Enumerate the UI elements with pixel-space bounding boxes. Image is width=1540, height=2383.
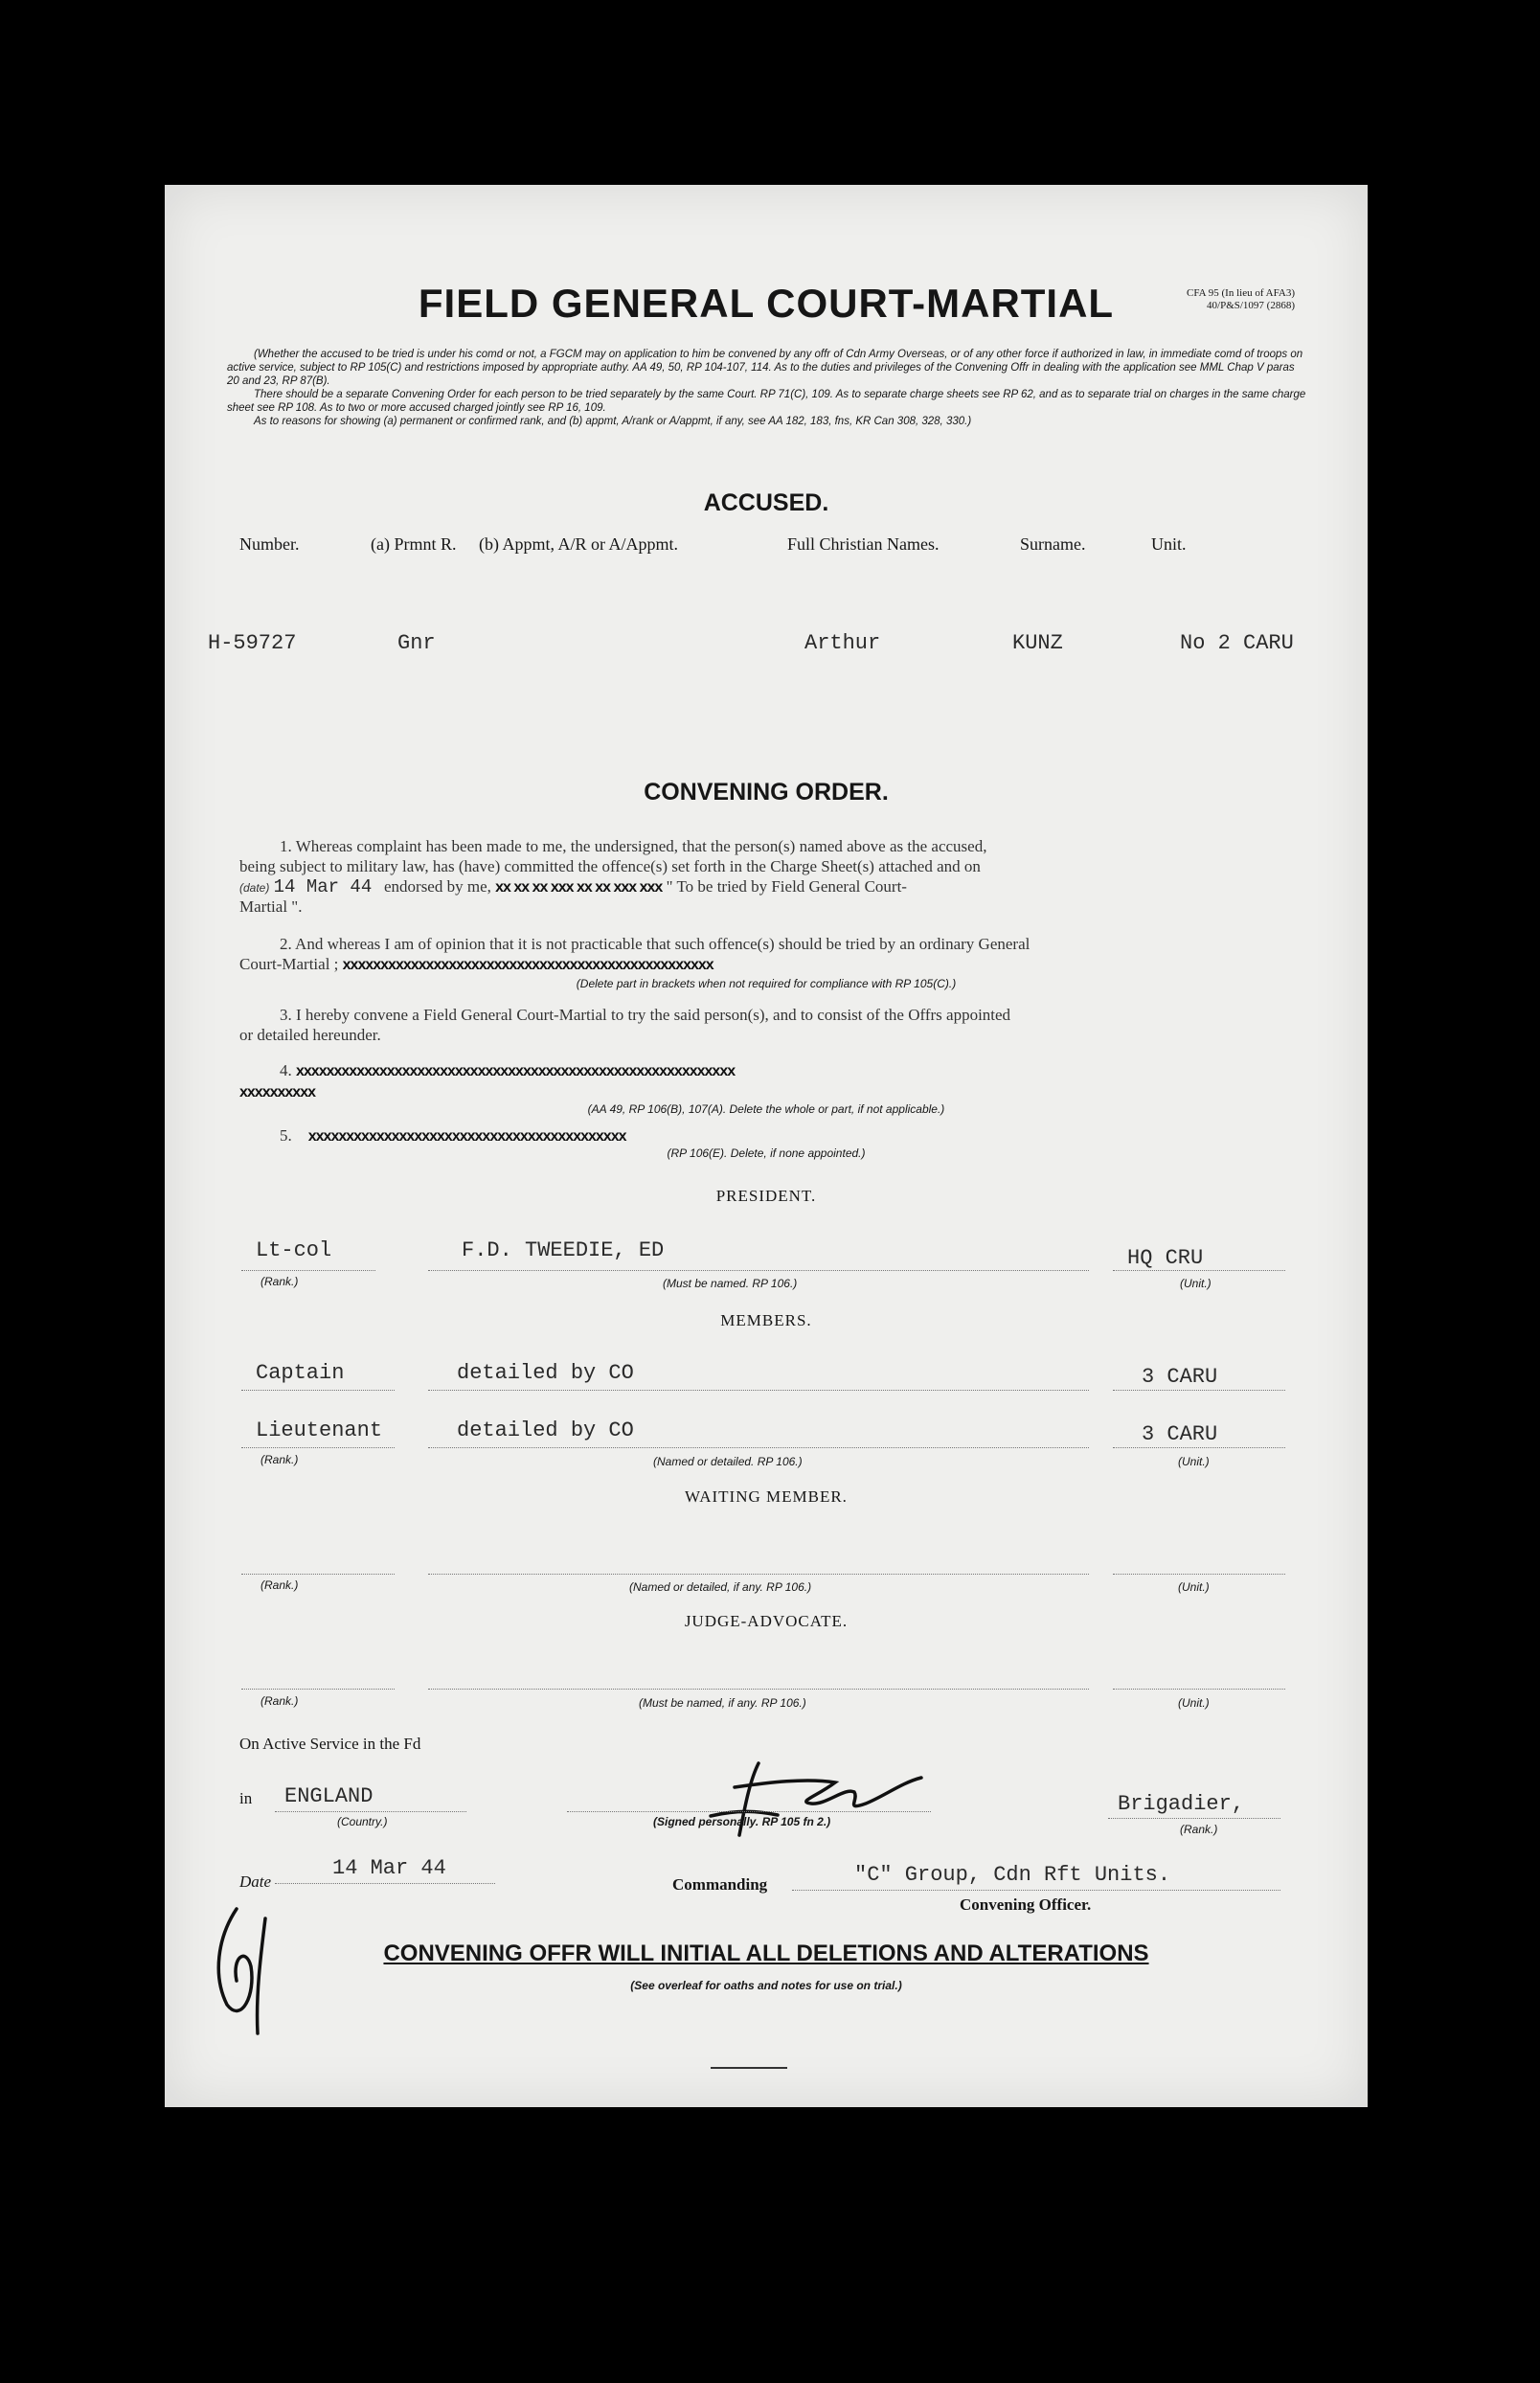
para1-tried-by: " To be tried by Field General Court-	[666, 877, 907, 896]
signature-caption: (Signed personally. RP 105 fn 2.)	[653, 1815, 831, 1828]
president-heading: PRESIDENT.	[715, 1187, 817, 1205]
instructions-paragraph-3: As to reasons for showing (a) permanent or confirmed rank, and (b) appmt, A/rank or A/appmt, if any, see AA 182, 183, fns, KR Can 308, 328, 330.)	[254, 416, 972, 427]
date-line	[275, 1883, 495, 1884]
country-line	[275, 1811, 466, 1812]
column-christian-names: Full Christian Names.	[787, 534, 940, 554]
para4-struck-text-a: xxxxxxxxxxxxxxxxxxxxxxxxxxxxxxxxxxxxxxxxxxxxxxxxxxxxxxxxxx	[296, 1063, 736, 1079]
judge-rank-line	[241, 1689, 395, 1690]
para2-court-martial: Court-Martial ;	[239, 955, 339, 973]
country-caption: (Country.)	[337, 1815, 388, 1828]
commanding-line	[792, 1890, 1280, 1891]
convener-rank-caption: (Rank.)	[1180, 1823, 1218, 1836]
form-reference	[1122, 287, 1295, 312]
signature-scrawl	[615, 1744, 931, 1850]
member-2-unit-line	[1113, 1447, 1285, 1448]
president-name: F.D. TWEEDIE, ED	[462, 1238, 665, 1262]
members-rank-caption: (Rank.)	[260, 1453, 299, 1466]
president-rank-line	[241, 1270, 375, 1271]
judge-unit-caption: (Unit.)	[1178, 1696, 1210, 1710]
para1-line-d: Martial ".	[239, 897, 303, 916]
para2-line-b	[239, 954, 713, 975]
accused-unit: No 2 CARU	[1180, 631, 1294, 655]
para1-date-label: (date)	[239, 881, 270, 895]
member-1-name: detailed by CO	[457, 1361, 634, 1385]
para2-note: (Delete part in brackets when not required for compliance with RP 105(C).)	[576, 977, 957, 990]
para5-note: (RP 106(E). Delete, if none appointed.)	[667, 1146, 866, 1160]
column-unit: Unit.	[1151, 534, 1187, 554]
convener-rank-line	[1108, 1818, 1280, 1819]
accused-christian-names: Arthur	[804, 631, 881, 655]
column-surname: Surname.	[1020, 534, 1086, 554]
para1-endorsed: endorsed by me,	[383, 877, 491, 896]
signature-line	[567, 1811, 931, 1812]
para3-line-a: 3. I hereby convene a Field General Court-Martial to try the said person(s), and to consist of the Offrs appointed	[280, 1006, 1011, 1024]
judge-name-caption: (Must be named, if any. RP 106.)	[639, 1696, 806, 1710]
accused-number: H-59727	[208, 631, 297, 655]
para1-date: 14 Mar 44	[273, 876, 373, 897]
waiting-unit-caption: (Unit.)	[1178, 1580, 1210, 1594]
initial-deletions-notice: CONVENING OFFR WILL INITIAL ALL DELETIONS AND ALTERATIONS	[383, 1940, 1149, 1966]
convener-rank: Brigadier,	[1118, 1792, 1245, 1816]
para1-line-b: being subject to military law, has (have) committed the offence(s) set forth in the Charge Sheet(s) attached and on	[239, 857, 981, 875]
members-name-caption: (Named or detailed. RP 106.)	[653, 1455, 803, 1468]
para2-line-a: 2. And whereas I am of opinion that it is not practicable that such offence(s) should be tried by an ordinary General	[280, 935, 1030, 953]
form-sheet	[165, 185, 1368, 2107]
form-title: FIELD GENERAL COURT-MARTIAL	[418, 281, 1115, 326]
column-permanent-rank: (a) Prmnt R.	[371, 534, 457, 554]
president-rank: Lt-col	[256, 1238, 332, 1262]
column-appointment: (b) Appmt, A/R or A/Appmt.	[479, 534, 679, 554]
instructions-block	[227, 348, 1309, 428]
para2-struck-text: xxxxxxxxxxxxxxxxxxxxxxxxxxxxxxxxxxxxxxxxxxxxxxxxx	[342, 957, 713, 973]
member-2-rank: Lieutenant	[256, 1418, 383, 1442]
para5-line	[280, 1125, 625, 1146]
members-heading: MEMBERS.	[720, 1311, 812, 1329]
form-reference-line-2: 40/P&S/1097 (2868)	[1207, 300, 1295, 311]
judge-name-line	[428, 1689, 1089, 1690]
waiting-name-caption: (Named or detailed, if any. RP 106.)	[629, 1580, 812, 1594]
para1-line-c	[239, 876, 907, 898]
member-1-unit: 3 CARU	[1142, 1365, 1218, 1389]
member-1-rank-line	[241, 1390, 395, 1391]
active-service-label: On Active Service in the Fd	[239, 1735, 421, 1753]
commanding-label: Commanding	[672, 1875, 768, 1894]
member-2-rank-line	[241, 1447, 395, 1448]
form-reference-line-1: CFA 95 (In lieu of AFA3)	[1187, 287, 1295, 299]
president-rank-caption: (Rank.)	[260, 1275, 299, 1288]
president-name-caption: (Must be named. RP 106.)	[663, 1277, 798, 1290]
para1-struck-text: xx xx xx xxx xx xx xxx xxx	[495, 879, 663, 896]
members-unit-caption: (Unit.)	[1178, 1455, 1210, 1468]
waiting-rank-caption: (Rank.)	[260, 1578, 299, 1592]
judge-rank-caption: (Rank.)	[260, 1694, 299, 1708]
para1-line-a: 1. Whereas complaint has been made to me, the undersigned, that the person(s) named above as the accused,	[280, 837, 987, 855]
instructions-paragraph-1: (Whether the accused to be tried is under his comd or not, a FGCM may on application to him be convened by any offr of Cdn Army Overseas, or of any other force if authorized in law, in immediate comd of troops on active service, subject to RP 105(C) and restrictions imposed by appropriate authy. AA 49, 50, RP 104-107, 114. As to the duties and privileges of the Convening Offr in dealing with the application see MML Chap V paras 20 and 23, RP 87(B).	[227, 349, 1303, 387]
president-unit-line	[1113, 1270, 1285, 1271]
president-unit: HQ CRU	[1127, 1246, 1204, 1270]
convening-order-heading: CONVENING ORDER.	[644, 779, 889, 806]
country-value: ENGLAND	[284, 1784, 374, 1808]
para4-struck-text-b: xxxxxxxxxx	[239, 1084, 315, 1101]
accused-surname: KUNZ	[1012, 631, 1063, 655]
president-unit-caption: (Unit.)	[1180, 1277, 1212, 1290]
initials-scrawl	[198, 1899, 304, 2043]
convening-officer-label: Convening Officer.	[960, 1895, 1092, 1914]
judge-unit-line	[1113, 1689, 1285, 1690]
para5-struck-text: xxxxxxxxxxxxxxxxxxxxxxxxxxxxxxxxxxxxxxxxxx	[307, 1128, 626, 1145]
para5-number: 5.	[280, 1126, 292, 1145]
waiting-member-heading: WAITING MEMBER.	[685, 1487, 848, 1506]
instructions-paragraph-2: There should be a separate Convening Order for each person to be tried separately by the same Court. RP 71(C), 109. As to separate charge sheets see RP 62, and as to separate trial on charges in the same charge sheet see RP 108. As to two or more accused charged jointly see RP 16, 109.	[227, 389, 1306, 414]
member-2-unit: 3 CARU	[1142, 1422, 1218, 1446]
waiting-unit-line	[1113, 1574, 1285, 1575]
overleaf-note: (See overleaf for oaths and notes for use on trial.)	[630, 1979, 902, 1992]
president-name-line	[428, 1270, 1089, 1271]
member-1-rank: Captain	[256, 1361, 345, 1385]
para4-line-a	[280, 1060, 735, 1081]
country-in-label: in	[239, 1789, 253, 1807]
member-1-name-line	[428, 1390, 1089, 1391]
date-value: 14 Mar 44	[332, 1856, 446, 1880]
accused-rank: Gnr	[397, 631, 436, 655]
member-1-unit-line	[1113, 1390, 1285, 1391]
accused-heading: ACCUSED.	[703, 489, 829, 516]
column-number: Number.	[239, 534, 300, 554]
para4-line-b	[239, 1081, 315, 1102]
member-2-name: detailed by CO	[457, 1418, 634, 1442]
waiting-name-line	[428, 1574, 1089, 1575]
waiting-rank-line	[241, 1574, 395, 1575]
member-2-name-line	[428, 1447, 1089, 1448]
date-label: Date	[239, 1872, 272, 1891]
judge-advocate-heading: JUDGE-ADVOCATE.	[684, 1612, 849, 1630]
bottom-rule	[711, 2067, 787, 2069]
para3-line-b: or detailed hereunder.	[239, 1026, 381, 1044]
para4-number: 4.	[280, 1061, 292, 1079]
commanding-value: "C" Group, Cdn Rft Units.	[854, 1863, 1171, 1887]
para4-note: (AA 49, RP 106(B), 107(A). Delete the whole or part, if not applicable.)	[587, 1102, 945, 1116]
